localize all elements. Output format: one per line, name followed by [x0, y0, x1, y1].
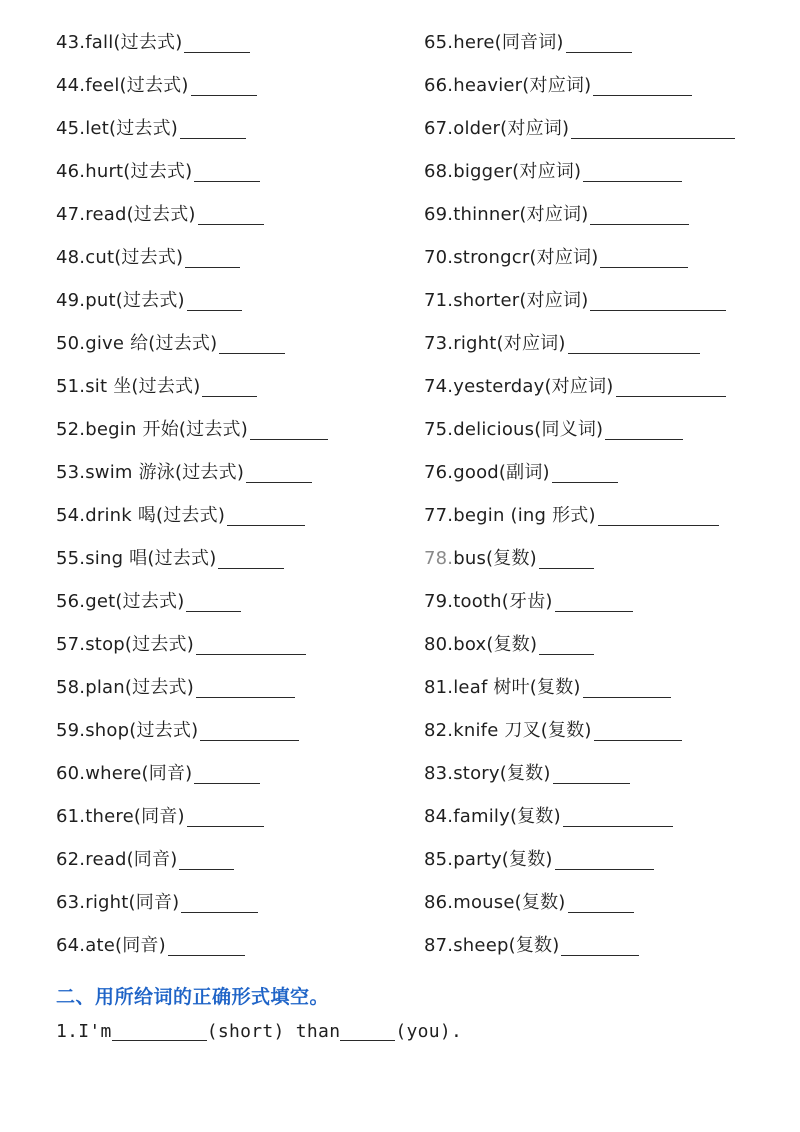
- exercise-item: [424, 333, 784, 376]
- answer-blank[interactable]: [219, 333, 285, 354]
- item-number: 65.: [424, 32, 454, 53]
- exercise-item: [56, 247, 406, 290]
- item-prompt: let(过去式): [85, 118, 179, 139]
- sentence-blank-1[interactable]: [112, 1021, 207, 1041]
- answer-blank[interactable]: [594, 720, 682, 741]
- exercise-item: [56, 548, 406, 591]
- sentence-1: [56, 1021, 462, 1043]
- answer-blank[interactable]: [250, 419, 328, 440]
- item-number: 75.: [424, 419, 454, 440]
- exercise-item: [56, 290, 406, 333]
- item-prompt: leaf 树叶(复数): [453, 677, 581, 698]
- answer-blank[interactable]: [590, 204, 689, 225]
- answer-blank[interactable]: [600, 247, 688, 268]
- item-number: 45.: [56, 118, 86, 139]
- answer-blank[interactable]: [555, 591, 633, 612]
- answer-blank[interactable]: [568, 333, 700, 354]
- exercise-item: [424, 75, 784, 118]
- item-prompt: good(副词): [453, 462, 550, 483]
- item-prompt: right(同音): [85, 892, 180, 913]
- item-prompt: begin (ing 形式): [453, 505, 596, 526]
- item-number: 80.: [424, 634, 454, 655]
- item-number: 54.: [56, 505, 86, 526]
- exercise-item: [424, 720, 784, 763]
- exercise-item: [424, 462, 784, 505]
- sentence-part-2: (short) than: [206, 1021, 341, 1042]
- answer-blank[interactable]: [539, 548, 594, 569]
- item-prompt: there(同音): [85, 806, 185, 827]
- item-number: 78.: [424, 548, 454, 569]
- answer-blank[interactable]: [583, 161, 682, 182]
- item-number: 63.: [56, 892, 86, 913]
- item-number: 86.: [424, 892, 454, 913]
- answer-blank[interactable]: [616, 376, 726, 397]
- answer-blank[interactable]: [571, 118, 735, 139]
- exercise-item: [424, 505, 784, 548]
- item-prompt: strongcr(对应词): [453, 247, 599, 268]
- item-prompt: where(同音): [85, 763, 193, 784]
- item-number: 44.: [56, 75, 86, 96]
- item-prompt: fall(过去式): [85, 32, 183, 53]
- item-prompt: here(同音词): [453, 32, 564, 53]
- right-column: [424, 32, 784, 978]
- item-prompt: older(对应词): [453, 118, 570, 139]
- answer-blank[interactable]: [568, 892, 634, 913]
- exercise-item: [56, 118, 406, 161]
- exercise-item: [56, 32, 406, 75]
- exercise-item: [56, 333, 406, 376]
- answer-blank[interactable]: [196, 677, 295, 698]
- answer-blank[interactable]: [561, 935, 639, 956]
- item-number: 68.: [424, 161, 454, 182]
- answer-blank[interactable]: [180, 118, 246, 139]
- answer-blank[interactable]: [187, 806, 264, 827]
- item-prompt: sing 唱(过去式): [85, 548, 217, 569]
- exercise-item: [56, 204, 406, 247]
- item-prompt: hurt(过去式): [85, 161, 193, 182]
- item-number: 48.: [56, 247, 86, 268]
- item-prompt: tooth(牙齿): [453, 591, 553, 612]
- exercise-item: [56, 892, 406, 935]
- answer-blank[interactable]: [566, 32, 632, 53]
- item-number: 81.: [424, 677, 454, 698]
- exercise-item: [424, 634, 784, 677]
- item-prompt: give 给(过去式): [85, 333, 218, 354]
- item-prompt: get(过去式): [85, 591, 185, 612]
- exercise-item: [56, 763, 406, 806]
- answer-blank[interactable]: [202, 376, 257, 397]
- item-number: 67.: [424, 118, 454, 139]
- item-number: 55.: [56, 548, 86, 569]
- exercise-item: [424, 204, 784, 247]
- answer-blank[interactable]: [194, 161, 260, 182]
- item-number: 43.: [56, 32, 86, 53]
- answer-blank[interactable]: [218, 548, 284, 569]
- answer-blank[interactable]: [593, 75, 692, 96]
- item-prompt: party(复数): [453, 849, 553, 870]
- item-number: 77.: [424, 505, 454, 526]
- answer-blank[interactable]: [539, 634, 594, 655]
- item-number: 53.: [56, 462, 86, 483]
- answer-blank[interactable]: [553, 763, 630, 784]
- answer-blank[interactable]: [552, 462, 618, 483]
- item-prompt: sheep(复数): [453, 935, 560, 956]
- item-number: 58.: [56, 677, 86, 698]
- section-heading: 二、用所给词的正确形式填空。: [56, 986, 330, 1008]
- exercise-item: [56, 419, 406, 462]
- item-number: 84.: [424, 806, 454, 827]
- item-prompt: sit 坐(过去式): [85, 376, 201, 397]
- exercise-item: [56, 376, 406, 419]
- answer-blank[interactable]: [605, 419, 683, 440]
- answer-blank[interactable]: [555, 849, 654, 870]
- item-prompt: mouse(复数): [453, 892, 566, 913]
- exercise-item: [424, 849, 784, 892]
- exercise-item: [424, 591, 784, 634]
- item-prompt: feel(过去式): [85, 75, 189, 96]
- item-number: 49.: [56, 290, 86, 311]
- item-number: 60.: [56, 763, 86, 784]
- exercise-item: [424, 32, 784, 75]
- item-number: 74.: [424, 376, 454, 397]
- left-column: [56, 32, 406, 978]
- exercise-item: [56, 591, 406, 634]
- sentence-blank-2[interactable]: [340, 1021, 395, 1041]
- item-number: 56.: [56, 591, 86, 612]
- item-number: 61.: [56, 806, 86, 827]
- item-prompt: family(复数): [453, 806, 561, 827]
- item-prompt: drink 喝(过去式): [85, 505, 226, 526]
- item-number: 62.: [56, 849, 86, 870]
- exercise-item: [56, 75, 406, 118]
- answer-blank[interactable]: [590, 290, 726, 311]
- answer-blank[interactable]: [194, 763, 260, 784]
- item-number: 50.: [56, 333, 86, 354]
- exercise-item: [56, 161, 406, 204]
- item-prompt: yesterday(对应词): [453, 376, 614, 397]
- exercise-item: [424, 935, 784, 978]
- item-number: 85.: [424, 849, 454, 870]
- answer-blank[interactable]: [598, 505, 719, 526]
- item-prompt: heavier(对应词): [453, 75, 592, 96]
- exercise-item: [424, 376, 784, 419]
- exercise-item: [56, 720, 406, 763]
- item-prompt: shorter(对应词): [453, 290, 589, 311]
- answer-blank[interactable]: [196, 634, 306, 655]
- exercise-item: [424, 118, 784, 161]
- item-number: 46.: [56, 161, 86, 182]
- item-number: 57.: [56, 634, 86, 655]
- item-number: 70.: [424, 247, 454, 268]
- exercise-item: [424, 892, 784, 935]
- answer-blank[interactable]: [246, 462, 312, 483]
- exercise-item: [424, 763, 784, 806]
- item-number: 47.: [56, 204, 86, 225]
- item-number: 66.: [424, 75, 454, 96]
- exercise-item: [424, 247, 784, 290]
- exercise-item: [424, 290, 784, 333]
- exercise-item: [56, 505, 406, 548]
- exercise-item: [424, 677, 784, 720]
- exercise-item: [56, 634, 406, 677]
- item-prompt: bigger(对应词): [453, 161, 582, 182]
- answer-blank[interactable]: [186, 591, 241, 612]
- exercise-item: [56, 806, 406, 849]
- exercise-item: [56, 462, 406, 505]
- item-prompt: cut(过去式): [85, 247, 184, 268]
- answer-blank[interactable]: [184, 32, 250, 53]
- sentence-part-1: 1.I'm: [56, 1021, 112, 1042]
- item-prompt: read(同音): [85, 849, 178, 870]
- item-number: 69.: [424, 204, 454, 225]
- answer-blank[interactable]: [563, 806, 673, 827]
- item-prompt: thinner(对应词): [453, 204, 589, 225]
- answer-blank[interactable]: [187, 290, 242, 311]
- exercise-item: [56, 677, 406, 720]
- exercise-item: [56, 935, 406, 978]
- item-prompt: knife 刀叉(复数): [453, 720, 592, 741]
- sentence-part-3: (you).: [395, 1021, 463, 1042]
- item-prompt: read(过去式): [85, 204, 196, 225]
- item-prompt: stop(过去式): [85, 634, 194, 655]
- answer-blank[interactable]: [200, 720, 299, 741]
- answer-blank[interactable]: [198, 204, 264, 225]
- item-prompt: ate(同音): [85, 935, 166, 956]
- item-number: 87.: [424, 935, 454, 956]
- item-number: 64.: [56, 935, 86, 956]
- item-prompt: put(过去式): [85, 290, 185, 311]
- answer-blank[interactable]: [168, 935, 245, 956]
- exercise-item: [424, 806, 784, 849]
- item-prompt: plan(过去式): [85, 677, 194, 698]
- exercise-item: [56, 849, 406, 892]
- answer-blank[interactable]: [227, 505, 305, 526]
- item-number: 73.: [424, 333, 454, 354]
- item-prompt: begin 开始(过去式): [85, 419, 248, 440]
- item-prompt: right(对应词): [453, 333, 566, 354]
- item-prompt: story(复数): [453, 763, 551, 784]
- answer-blank[interactable]: [191, 75, 257, 96]
- item-prompt: box(复数): [453, 634, 538, 655]
- answer-blank[interactable]: [179, 849, 234, 870]
- item-number: 59.: [56, 720, 86, 741]
- item-number: 83.: [424, 763, 454, 784]
- item-prompt: swim 游泳(过去式): [85, 462, 245, 483]
- answer-blank[interactable]: [583, 677, 671, 698]
- item-number: 52.: [56, 419, 86, 440]
- item-prompt: shop(过去式): [85, 720, 199, 741]
- item-number: 76.: [424, 462, 454, 483]
- item-prompt: bus(复数): [453, 548, 537, 569]
- answer-blank[interactable]: [185, 247, 240, 268]
- item-number: 79.: [424, 591, 454, 612]
- answer-blank[interactable]: [181, 892, 258, 913]
- item-number: 82.: [424, 720, 454, 741]
- exercise-item: [424, 161, 784, 204]
- item-number: 71.: [424, 290, 454, 311]
- item-number: 51.: [56, 376, 86, 397]
- item-prompt: delicious(同义词): [453, 419, 604, 440]
- exercise-item: [424, 548, 784, 591]
- exercise-item: [424, 419, 784, 462]
